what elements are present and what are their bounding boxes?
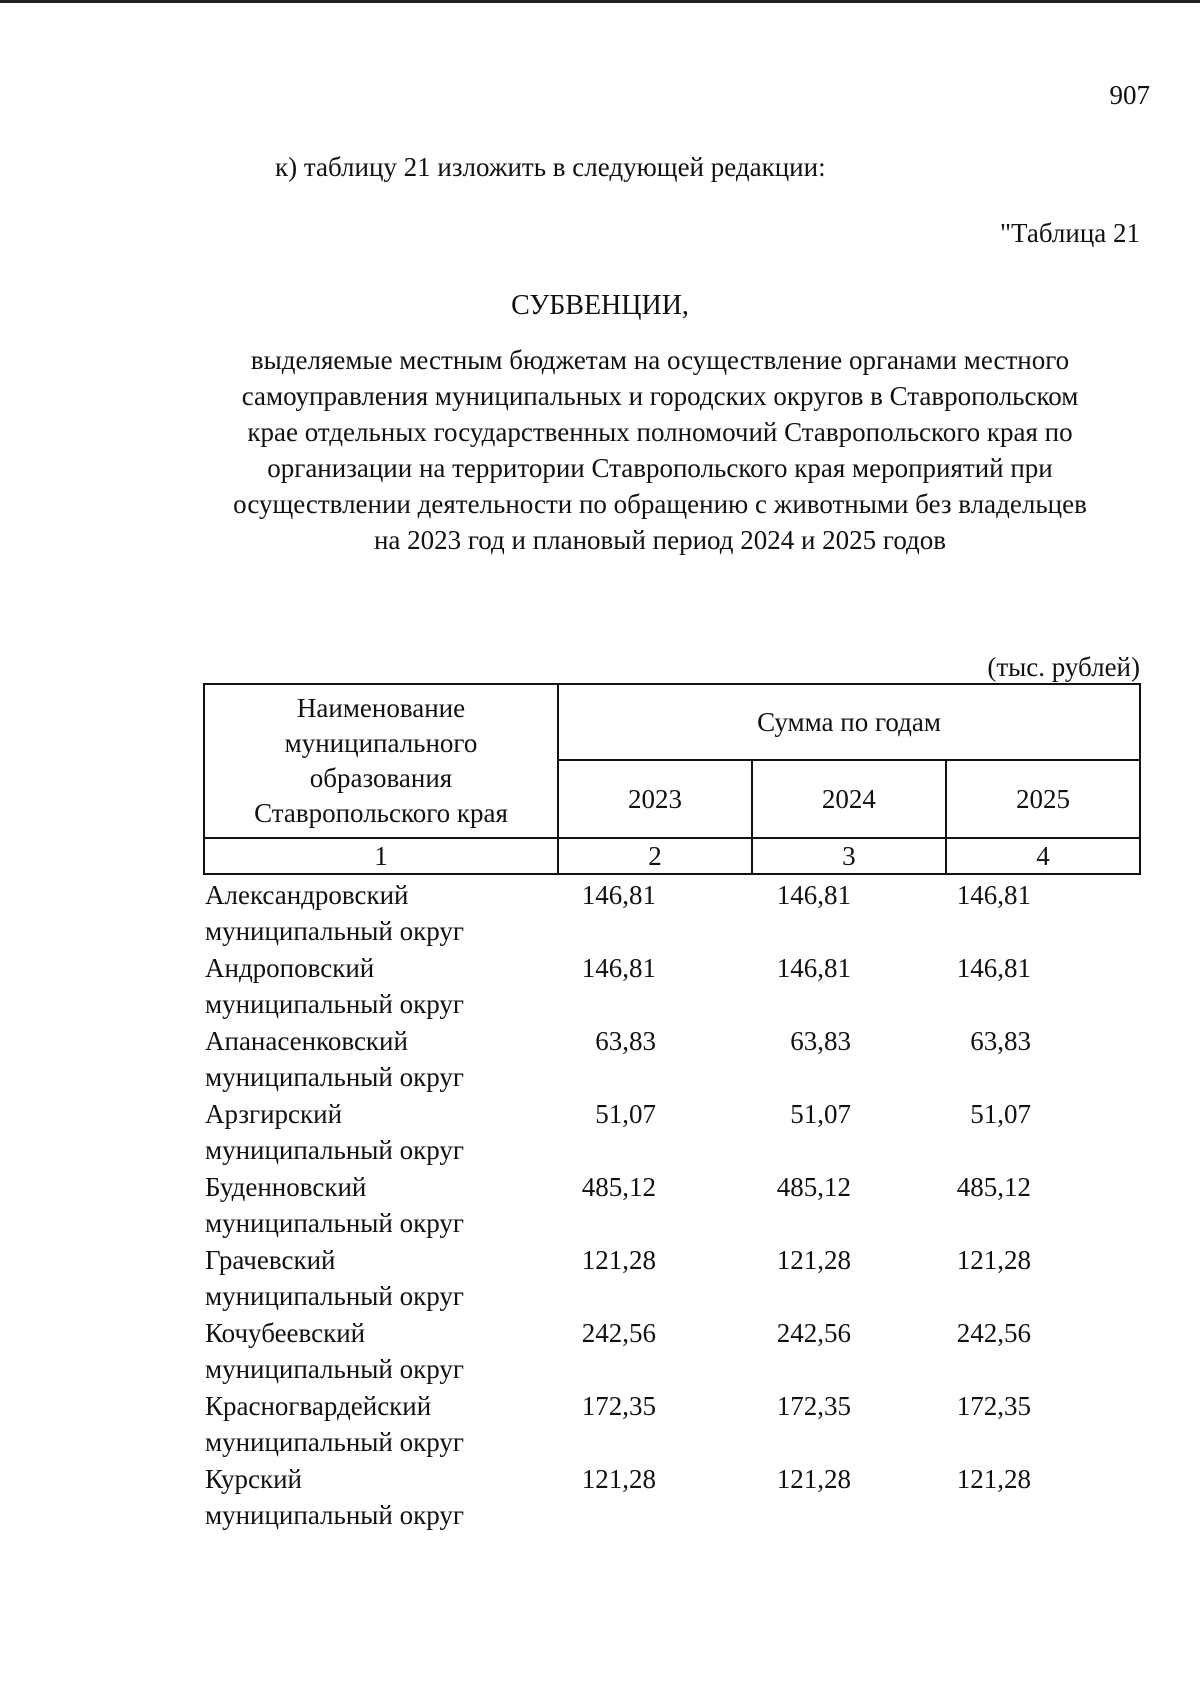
value-2025: 146,81	[956, 953, 1031, 983]
municipality-name	[205, 1461, 545, 1533]
name-line: Буденновский	[205, 1172, 367, 1202]
name-line: муниципальный округ	[205, 1135, 464, 1165]
value-2023: 485,12	[581, 1172, 656, 1202]
table-row	[203, 1461, 1141, 1534]
value-2025: 172,35	[956, 1391, 1031, 1421]
header-name-line: Ставропольского края	[254, 798, 508, 828]
subtitle-line: крае отдельных государственных полномочий Ставропольского края по	[247, 417, 1073, 447]
value-2025: 121,28	[956, 1245, 1031, 1275]
top-border-line	[0, 0, 1200, 3]
name-line: Курский	[205, 1464, 302, 1494]
table-row	[203, 1242, 1141, 1315]
table-row	[203, 1096, 1141, 1169]
column-number: 3	[752, 838, 946, 874]
value-2024: 242,56	[776, 1318, 851, 1348]
name-line: Андроповский	[205, 953, 375, 983]
amendment-intro: к) таблицу 21 изложить в следующей редакции:	[275, 152, 826, 182]
name-line: Апанасенковский	[205, 1026, 408, 1056]
subtitle-line: осуществлении деятельности по обращению с животными без владельцев	[233, 489, 1087, 519]
column-number: 1	[204, 838, 558, 874]
municipality-name	[205, 1169, 545, 1241]
table-row	[203, 1169, 1141, 1242]
header-name-line: образования	[309, 763, 453, 793]
header-sum-by-years: Сумма по годам	[558, 684, 1140, 760]
table-body	[203, 877, 1141, 1534]
subtitle-line: организации на территории Ставропольского края мероприятий при	[267, 453, 1053, 483]
name-line: муниципальный округ	[205, 916, 464, 946]
table-label: "Таблица 21	[1000, 218, 1140, 248]
name-line: муниципальный округ	[205, 1354, 464, 1384]
municipality-name	[205, 1023, 545, 1095]
value-2025: 242,56	[956, 1318, 1031, 1348]
value-2023: 63,83	[595, 1026, 656, 1056]
municipality-name	[205, 1096, 545, 1168]
value-2025: 146,81	[956, 880, 1031, 910]
name-line: муниципальный округ	[205, 1208, 464, 1238]
table-row	[203, 950, 1141, 1023]
municipality-name	[205, 1388, 545, 1460]
header-name-line: муниципального	[284, 728, 478, 758]
header-municipality-name	[204, 684, 558, 838]
value-2023: 51,07	[595, 1099, 656, 1129]
value-2024: 146,81	[776, 880, 851, 910]
value-2025: 121,28	[956, 1464, 1031, 1494]
subtitle-line: самоуправления муниципальных и городских округов в Ставропольском	[241, 381, 1079, 411]
value-2023: 242,56	[581, 1318, 656, 1348]
value-2024: 63,83	[790, 1026, 851, 1056]
municipality-name	[205, 950, 545, 1022]
value-2024: 121,28	[776, 1245, 851, 1275]
name-line: Кочубеевский	[205, 1318, 366, 1348]
header-year-2023: 2023	[558, 760, 752, 838]
value-2024: 485,12	[776, 1172, 851, 1202]
units-label: (тыс. рублей)	[987, 652, 1140, 682]
name-line: Грачевский	[205, 1245, 336, 1275]
column-number: 2	[558, 838, 752, 874]
value-2023: 121,28	[581, 1464, 656, 1494]
name-line: муниципальный округ	[205, 1427, 464, 1457]
name-line: муниципальный округ	[205, 1062, 464, 1092]
table-row	[203, 1023, 1141, 1096]
value-2024: 121,28	[776, 1464, 851, 1494]
value-2025: 51,07	[970, 1099, 1031, 1129]
value-2023: 146,81	[581, 953, 656, 983]
value-2023: 172,35	[581, 1391, 656, 1421]
table-row	[203, 1388, 1141, 1461]
value-2023: 121,28	[581, 1245, 656, 1275]
name-line: Арзгирский	[205, 1099, 343, 1129]
value-2025: 485,12	[956, 1172, 1031, 1202]
value-2023: 146,81	[581, 880, 656, 910]
municipality-name	[205, 1315, 545, 1387]
subtitle-line: на 2023 год и плановый период 2024 и 2025 годов	[373, 525, 947, 555]
document-title: СУБВЕНЦИИ,	[511, 290, 689, 321]
column-number: 4	[946, 838, 1140, 874]
subtitle-line: выделяемые местным бюджетам на осуществление органами местного	[250, 345, 1070, 375]
table-header	[203, 683, 1141, 875]
table-row	[203, 877, 1141, 950]
document-subtitle	[200, 342, 1120, 558]
name-line: Александровский	[205, 880, 409, 910]
header-year-2025: 2025	[946, 760, 1140, 838]
name-line: Красногвардейский	[205, 1391, 432, 1421]
value-2024: 172,35	[776, 1391, 851, 1421]
page-number: 907	[1109, 80, 1150, 110]
value-2024: 51,07	[790, 1099, 851, 1129]
table-row	[203, 1315, 1141, 1388]
name-line: муниципальный округ	[205, 1500, 464, 1530]
header-name-line: Наименование	[296, 693, 466, 723]
name-line: муниципальный округ	[205, 1281, 464, 1311]
name-line: муниципальный округ	[205, 989, 464, 1019]
value-2024: 146,81	[776, 953, 851, 983]
municipality-name	[205, 1242, 545, 1314]
value-2025: 63,83	[970, 1026, 1031, 1056]
header-year-2024: 2024	[752, 760, 946, 838]
municipality-name	[205, 877, 545, 949]
